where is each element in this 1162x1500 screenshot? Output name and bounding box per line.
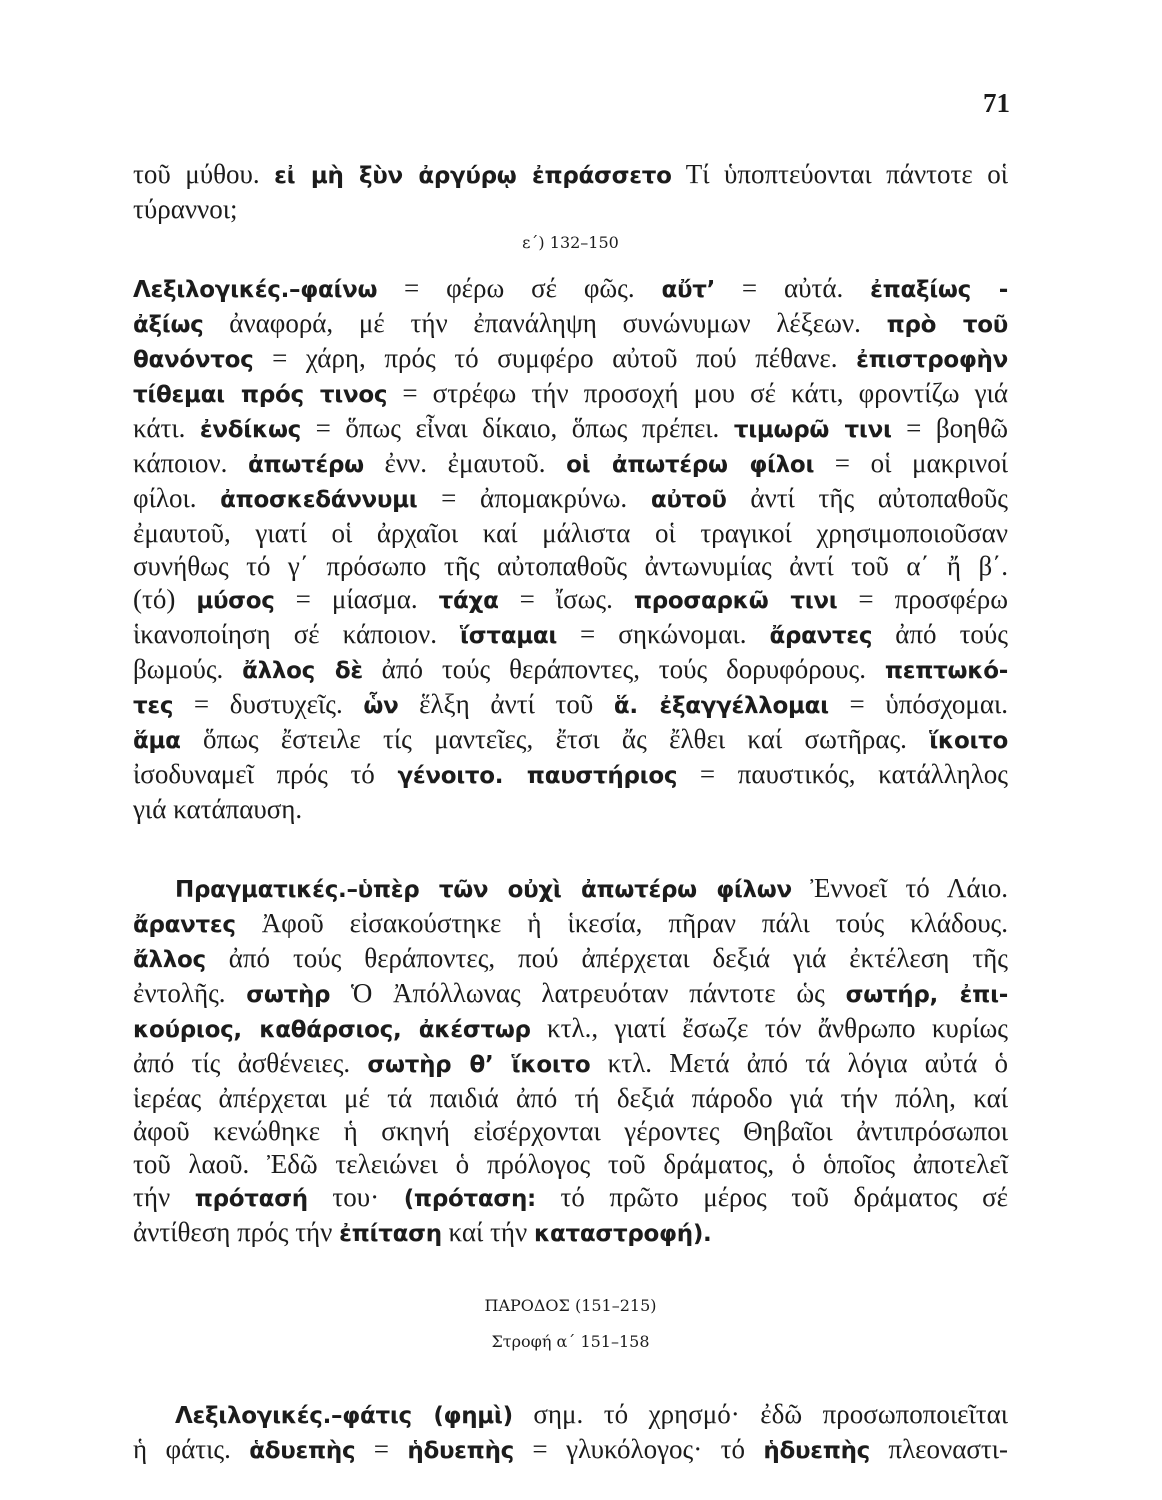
text-run: Ἐννοεῖ τό Λάιο. [791,873,1008,903]
lemma-term: ἄλλος δὲ [242,658,363,684]
text-run: Τί ὑποπτεύονται πάντοτε οἱ [671,159,1008,189]
text-run: τήν [133,1182,195,1212]
text-run: ἀφοῦ κενώθηκε ἡ σκηνή εἰσέρχονται γέροντες Θηβαῖοι ἀντιπρόσωποι [133,1116,1008,1146]
text-run: κάποιον. [133,448,249,478]
text-run: Ὁ Ἀπόλλωνας λατρευόταν πάντοτε ὡς [330,978,846,1008]
lemma-term: ἐνδίκως [199,417,302,443]
text-run: = χάρη, πρός τό συμφέρο αὐτοῦ πού πέθανε. [253,343,857,373]
text-run: Ἀφοῦ εἰσακούστηκε ἡ ἱκεσία, πῆραν πάλι τούς κλάδους. [235,908,1008,938]
text-run: βωμούς. [133,654,243,684]
text-run: ἱερέας ἀπέρχεται μέ τά παιδιά ἀπό τή δεξιά πάροδο γιά τήν πόλη, καί [133,1083,1008,1113]
text-line [133,793,1008,826]
lemma-term: αὔτ’ [661,277,716,303]
text-line [133,550,1008,583]
lemma-term: οἱ ἀπωτέρω φίλοι [566,452,815,478]
lexical-notes-paragraph [133,272,1008,826]
text-run: = ἴσως. [498,584,634,614]
text-run: = ὅπως εἶναι δίκαιο, ὅπως πρέπει. [301,413,734,443]
text-run: ἀναφορά, μέ τήν ἐπανάληψη συνώνυμων λέξεων. [203,308,887,338]
lemma-term: ἡδυεπὴς [407,1438,514,1464]
lemma-term: καταστροφή). [533,1221,712,1247]
text-run: = οἱ μακρινοί [814,448,1008,478]
lemma-term: ἐπιστροφὴν [856,347,1008,373]
text-run: ἀπό τούς θεράποντες, τούς δορυφόρους. [362,654,885,684]
factual-notes-paragraph [133,872,1008,1251]
text-run: κτλ., γιατί ἔσωζε τόν ἄνθρωπο κυρίως [530,1013,1008,1043]
lemma-term: ἡδυεπὴς [763,1438,871,1464]
text-line [133,1216,1008,1251]
final-lexical-paragraph [133,1398,1008,1468]
lemma-term: γένοιτο. παυστήριος [397,763,678,789]
lemma-term: ἐπίταση [339,1221,442,1247]
text-run: = ὑπόσχομαι. [828,689,1008,719]
text-line [133,412,1008,447]
text-line [133,1398,1008,1433]
lemma-term: ἅ. ἐξαγγέλλομαι [613,693,829,719]
lemma-term: ἀξίως [133,312,204,338]
lemma-term: ἄραντες [133,912,236,938]
text-run: = γλυκόλογος· τό [514,1434,764,1464]
lemma-term: (πρόταση: [403,1186,536,1212]
text-run: τοῦ μύθου. [133,159,275,189]
text-line [133,307,1008,342]
lemma-term: ἅμα [133,728,181,754]
text-line [133,618,1008,653]
text-line [133,977,1008,1012]
text-run: = [355,1434,408,1464]
text-run: = μίασμα. [274,584,439,614]
text-line [133,272,1008,307]
text-run: ἀπό τούς [872,619,1008,649]
text-run: ἐμαυτοῦ, γιατί οἱ ἀρχαῖοι καί μάλιστα οἱ τραγικοί χρησιμοποιοῦσαν [133,518,1008,548]
lemma-term: ἁδυεπὴς [249,1438,356,1464]
text-run: = βοηθῶ [891,413,1008,443]
lemma-term: προσαρκῶ τινι [633,588,838,614]
text-line [133,377,1008,412]
text-run: ὅπως ἔστειλε τίς μαντεῖες, ἔτσι ἄς ἔλθει καί σωτῆρας. [180,724,930,754]
text-run: φίλοι. [133,483,221,513]
text-line [133,653,1008,688]
lemma-term: Λεξιλογικές.–φαίνω [133,277,378,303]
lemma-term: Πραγματικές.–ὑπὲρ τῶν οὐχὶ ἀπωτέρω φίλων [175,877,792,903]
text-line [133,1433,1008,1468]
lemma-term: ἵκοιτο [929,728,1008,754]
text-run: = φέρω σέ φῶς. [377,273,662,303]
text-run: = δυστυχεῖς. [173,689,364,719]
lemma-term: πεπτωκό- [884,658,1009,684]
text-run: ἀντί τῆς αὐτοπαθοῦς [726,483,1008,513]
lemma-term: εἰ μὴ ξὺν ἀργύρῳ ἐπράσσετο [274,163,672,189]
text-line [133,1148,1008,1181]
text-run: ἡ φάτις. [133,1434,250,1464]
text-run: κάτι. [133,413,200,443]
text-run: ἐνν. ἐμαυτοῦ. [363,448,567,478]
intro-paragraph [133,158,1008,226]
text-line [133,583,1008,618]
text-line [133,872,1008,907]
text-run: (τό) [133,584,197,614]
lemma-term: σωτήρ, ἐπι- [845,982,1008,1008]
lemma-term: ἐπαξίως - [870,277,1008,303]
lemma-term: πρὸ τοῦ [886,312,1008,338]
lemma-term: ἄλλος [133,947,206,973]
text-line [133,193,1008,226]
text-run: πλεοναστι- [870,1434,1009,1464]
text-run: ἱκανοποίηση σέ κάποιον. [133,619,461,649]
text-line [133,517,1008,550]
text-line [133,723,1008,758]
lemma-term: ἀποσκεδάννυμι [220,487,418,513]
text-run: = ἀπομακρύνω. [417,483,651,513]
lemma-term: κούριος, καθάρσιος, ἀκέστωρ [133,1017,531,1043]
page-number: 71 [983,88,1010,118]
lemma-term: σωτὴρ θ’ ἵκοιτο [367,1052,591,1078]
text-line [133,1047,1008,1082]
text-line [133,482,1008,517]
text-run: ἀπό τίς ἀσθένειες. [133,1048,368,1078]
text-line [133,342,1008,377]
text-run: = αὐτά. [715,273,871,303]
text-run: ἀντίθεση πρός τήν [133,1217,340,1247]
text-run: ἐντολῆς. [133,978,247,1008]
text-run: ἀπό τούς θεράποντες, πού ἀπέρχεται δεξιά γιά ἐκτέλεση τῆς [205,943,1008,973]
text-line [133,1012,1008,1047]
lemma-term: πρότασή [194,1186,308,1212]
text-run: ἰσοδυναμεῖ πρός τό [133,759,398,789]
text-run: του· [307,1182,404,1212]
text-run: καί τήν [441,1217,534,1247]
text-line [133,688,1008,723]
text-line [133,907,1008,942]
text-run: ἕλξη ἀντί τοῦ [398,689,614,719]
text-run: γιά κατάπαυση. [133,794,303,824]
text-run: τό πρῶτο μέρος τοῦ δράματος σέ [535,1182,1008,1212]
text-run: τύραννοι; [133,194,238,224]
lemma-term: μύσος [196,588,275,614]
text-line [133,942,1008,977]
text-run: = προσφέρω [837,584,1008,614]
text-run: = σηκώνομαι. [557,619,770,649]
text-run: συνήθως τό γ΄ πρόσωπο τῆς αὐτοπαθοῦς ἀντωνυμίας ἀντί τοῦ α΄ ἤ β΄. [133,551,1008,581]
section-heading-strophe: Στροφή α΄ 151–158 [491,1332,650,1351]
lemma-term: ἄραντες [769,623,873,649]
text-run: = παυστικός, κατάλληλος [677,759,1008,789]
text-run: κτλ. Μετά ἀπό τά λόγια αὐτά ὁ [590,1048,1008,1078]
text-line [133,1115,1008,1148]
text-line [133,158,1008,193]
text-line [133,1082,1008,1115]
lemma-term: Λεξιλογικές.–φάτις (φημὶ) [175,1403,513,1429]
section-heading-parodos: ΠΑΡΟΔΟΣ (151–215) [484,1296,657,1315]
lemma-term: τιμωρῶ τινι [733,417,892,443]
lemma-term: τίθεμαι πρός τινος [133,382,388,408]
lemma-term: τάχα [438,588,499,614]
lemma-term: τες [133,693,174,719]
text-line [133,1181,1008,1216]
text-line [133,447,1008,482]
section-heading-verses-132-150: ε΄) 132–150 [522,233,619,252]
text-run: τοῦ λαοῦ. Ἐδῶ τελειώνει ὁ πρόλογος τοῦ δράματος, ὁ ὁποῖος ἀποτελεῖ [133,1149,1008,1179]
lemma-term: ἀπωτέρω [248,452,364,478]
lemma-term: σωτὴρ [246,982,331,1008]
lemma-term: ὧν [363,693,399,719]
text-line [133,758,1008,793]
lemma-term: θανόντος [133,347,254,373]
lemma-term: ἵσταμαι [460,623,557,649]
lemma-term: αὐτοῦ [650,487,727,513]
text-run: = στρέφω τήν προσοχή μου σέ κάτι, φροντίζω γιά [387,378,1008,408]
text-run: σημ. τό χρησμό· ἐδῶ προσωποποιεῖται [512,1399,1008,1429]
